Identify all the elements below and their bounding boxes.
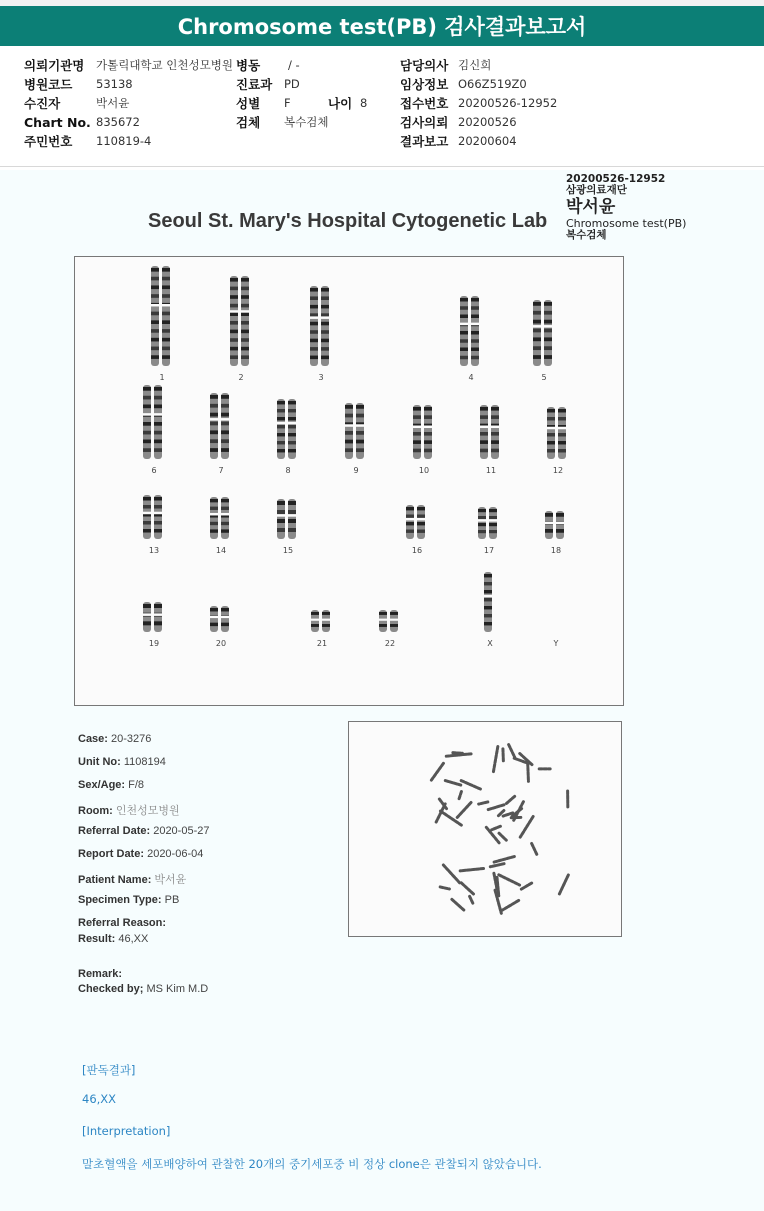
metaphase-chromosome bbox=[479, 802, 488, 804]
metaphase-chromosome bbox=[443, 865, 459, 883]
sex-age-row: Sex/Age: F/8 bbox=[78, 779, 145, 791]
chromosome-pair-13 bbox=[143, 495, 163, 555]
chromosome-pair-1 bbox=[151, 266, 171, 382]
metaphase-chromosome bbox=[461, 883, 473, 894]
metaphase-chromosome bbox=[457, 802, 471, 817]
metaphase-chromosome bbox=[459, 792, 462, 800]
chromosome-label: 5 bbox=[541, 373, 547, 382]
metaphase-chromosome bbox=[440, 887, 449, 889]
field-request-date: 검사의뢰 20200526 bbox=[400, 115, 517, 130]
chromosome-pair-22 bbox=[379, 610, 399, 648]
field-patient: 수진자 박서윤 bbox=[24, 96, 130, 111]
field-doctor: 담당의사 김신희 bbox=[400, 58, 492, 73]
metaphase-chromosome bbox=[470, 896, 473, 903]
metaphase-chromosome bbox=[492, 826, 501, 829]
metaphase-chromosome bbox=[509, 745, 515, 757]
metaphase-chromosome bbox=[490, 864, 504, 867]
checked-by-row: Checked by; MS Kim M.D bbox=[78, 983, 209, 995]
chromosome-pair-2 bbox=[230, 276, 250, 382]
chromosome-pair-3 bbox=[310, 286, 330, 382]
chromosome-label: 16 bbox=[411, 546, 423, 555]
chromosome-label: 6 bbox=[151, 466, 157, 475]
metaphase-chromosome bbox=[532, 843, 537, 855]
chromosome-pair-14 bbox=[210, 497, 230, 555]
metaphase-chromosome bbox=[460, 869, 483, 871]
metaphase-chromosome bbox=[499, 875, 520, 885]
metaphase-chromosome bbox=[559, 875, 568, 894]
chromosome-label: 10 bbox=[418, 466, 430, 475]
chromosome-pair-19 bbox=[143, 602, 163, 648]
chromosome-pair-6 bbox=[143, 385, 163, 475]
chromosome-label: 3 bbox=[318, 373, 324, 382]
chromosome-label: 15 bbox=[282, 546, 294, 555]
metaphase-spread bbox=[349, 722, 621, 936]
metaphase-chromosome bbox=[493, 857, 514, 863]
chromosome-label: 13 bbox=[148, 546, 160, 555]
report-date-row: Report Date: 2020-06-04 bbox=[78, 848, 204, 860]
metaphase-chromosome bbox=[520, 817, 533, 838]
interpretation-text: 말초혈액을 세포배양하여 관찰한 20개의 중기세포중 비 정상 clone은 관찰되지 않았습니다. bbox=[82, 1157, 542, 1171]
metaphase-chromosome bbox=[461, 781, 481, 790]
interpretation-heading: [Interpretation] bbox=[82, 1124, 171, 1138]
chromosome-label: X bbox=[487, 639, 493, 648]
chromosome-label: 18 bbox=[550, 546, 562, 555]
chromosome-pair-4 bbox=[460, 296, 480, 382]
field-institution: 의뢰기관명 가톨릭대학교 인천성모병원 bbox=[24, 58, 233, 73]
lab-title: Seoul St. Mary's Hospital Cytogenetic Lab bbox=[148, 210, 548, 232]
chromosome-pair-11 bbox=[480, 405, 500, 475]
chromosome-pair-12 bbox=[547, 407, 567, 475]
chromosome-label: 14 bbox=[215, 546, 227, 555]
chromosome-label: 21 bbox=[316, 639, 328, 648]
metaphase-chromosome bbox=[431, 763, 443, 780]
field-chart-no: Chart No. 835672 bbox=[24, 115, 140, 130]
chromosome-pair-5 bbox=[533, 300, 553, 382]
chromosome-label: 2 bbox=[238, 373, 244, 382]
field-accession: 접수번호 20200526-12952 bbox=[400, 96, 558, 111]
chromosome-label: 7 bbox=[218, 466, 224, 475]
case-row: Case: 20-3276 bbox=[78, 733, 152, 745]
chromosome-label: 11 bbox=[485, 466, 497, 475]
metaphase-chromosome bbox=[453, 753, 462, 754]
chromosome-pair-18 bbox=[545, 511, 565, 555]
lab-patient-name: 박서윤 bbox=[566, 197, 616, 217]
lab-name: 삼광의료재단 bbox=[566, 184, 627, 196]
metaphase-chromosome bbox=[499, 833, 506, 840]
room-row: Room: 인천성모병원 bbox=[78, 805, 180, 817]
lab-specimen: 복수검체 bbox=[566, 229, 607, 241]
chromosome-pair-7 bbox=[210, 393, 230, 475]
field-resident-no: 주민번호 110819-4 bbox=[24, 134, 152, 149]
lab-id-block bbox=[566, 174, 686, 241]
chromosome-pair-8 bbox=[277, 399, 297, 475]
referral-date-row: Referral Date: 2020-05-27 bbox=[78, 825, 210, 837]
chromosome-label: 17 bbox=[483, 546, 495, 555]
metaphase-chromosome bbox=[493, 747, 497, 772]
chromosome-pair-21 bbox=[311, 610, 331, 648]
chromosome-pair-17 bbox=[478, 507, 498, 555]
field-specimen: 검체 복수검체 bbox=[236, 115, 329, 130]
chromosome-pair-15 bbox=[277, 499, 297, 555]
remark-row: Remark: bbox=[78, 968, 123, 980]
field-ward: 병동 / - bbox=[236, 58, 300, 73]
chromosome-label: 12 bbox=[552, 466, 564, 475]
metaphase-chromosome bbox=[528, 763, 529, 781]
patient-header bbox=[0, 46, 764, 167]
lab-accession: 20200526-12952 bbox=[566, 173, 666, 185]
chromosome-label: 4 bbox=[468, 373, 474, 382]
chromosome-label: 19 bbox=[148, 639, 160, 648]
field-clinical-info: 임상정보 O66Z519Z0 bbox=[400, 77, 527, 92]
chromosome-pair-20 bbox=[210, 606, 230, 648]
chromosome-label: 8 bbox=[285, 466, 291, 475]
result-value: 46,XX bbox=[82, 1092, 117, 1106]
chromosome-label: 22 bbox=[384, 639, 396, 648]
field-department: 진료과 PD bbox=[236, 77, 300, 92]
metaphase-chromosome bbox=[445, 781, 460, 786]
report-title: Chromosome test(PB) 검사결과보고서 bbox=[0, 0, 764, 46]
specimen-type-row: Specimen Type: PB bbox=[78, 894, 180, 906]
unit-row: Unit No: 1108194 bbox=[78, 756, 166, 768]
chromosome-pair-10 bbox=[413, 405, 433, 475]
chromosome-pair-X bbox=[484, 572, 494, 648]
chromosome-label: 20 bbox=[215, 639, 227, 648]
result-row: Result: 46,XX bbox=[78, 933, 149, 945]
chromosome-label: 9 bbox=[353, 466, 359, 475]
field-hospital-code: 병원코드 53138 bbox=[24, 77, 133, 92]
metaphase-chromosome bbox=[507, 796, 515, 803]
metaphase-chromosome bbox=[452, 899, 464, 910]
metaphase-chromosome bbox=[502, 900, 519, 910]
karyotype-report-image bbox=[0, 170, 764, 1211]
karyogram-chromosomes bbox=[75, 257, 623, 705]
metaphase-chromosome bbox=[487, 805, 504, 810]
chromosome-label: 1 bbox=[159, 373, 165, 382]
karyogram bbox=[74, 256, 624, 706]
chromosome-label: Y bbox=[553, 639, 559, 648]
result-heading: [판독결과] bbox=[82, 1063, 136, 1077]
metaphase-image bbox=[348, 721, 622, 937]
chromosome-pair-Y bbox=[553, 639, 559, 648]
chromosome-pair-9 bbox=[345, 403, 365, 475]
lab-test-name: Chromosome test(PB) bbox=[566, 217, 687, 230]
referral-reason-row: Referral Reason: bbox=[78, 917, 167, 929]
field-sex: 성별 F bbox=[236, 96, 291, 111]
field-report-date: 결과보고 20200604 bbox=[400, 134, 517, 149]
patient-name-row: Patient Name: 박서윤 bbox=[78, 874, 187, 886]
field-age: 나이 8 bbox=[328, 96, 368, 111]
metaphase-chromosome bbox=[521, 883, 531, 889]
chromosome-pair-16 bbox=[406, 505, 426, 555]
